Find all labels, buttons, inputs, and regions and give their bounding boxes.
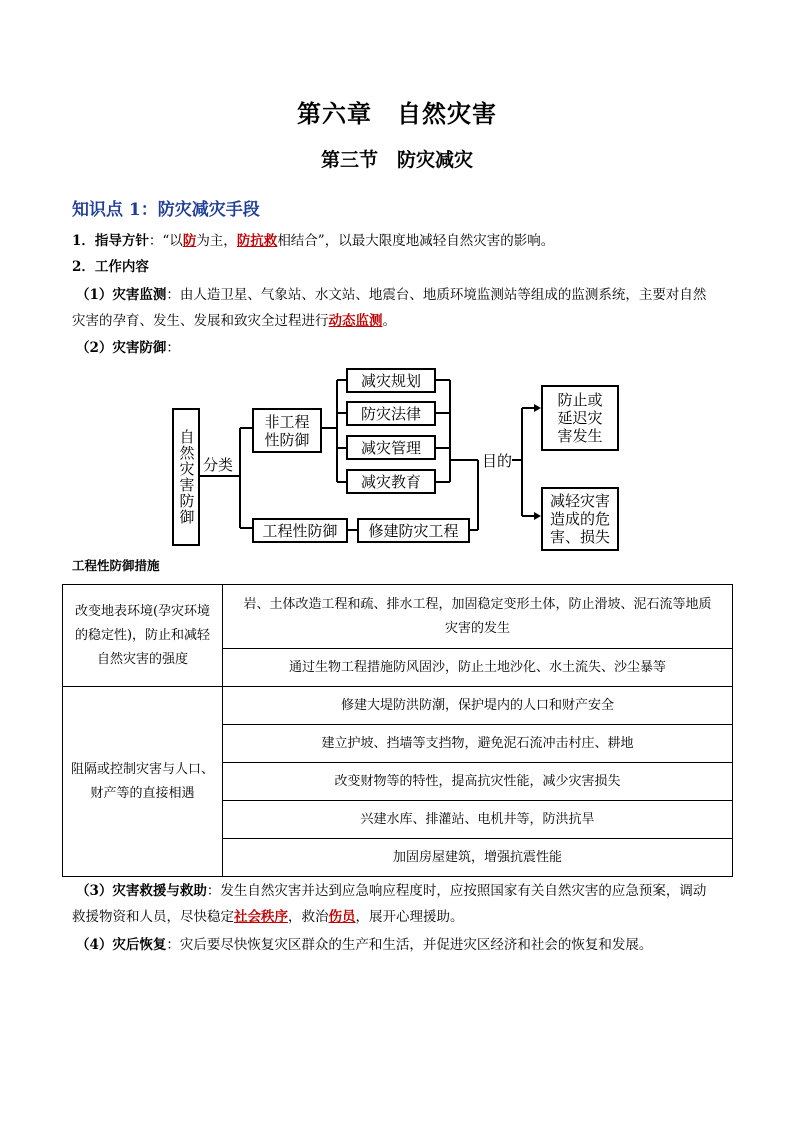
sub-rescue-text: ：发生自然灾害并达到应急响应程度时，应按照国家有关自然灾害的应急预案，调动 [206, 883, 707, 899]
sub-rescue-line1 [76, 878, 706, 904]
item-work-content [72, 254, 149, 280]
guideline-text-1: ：“以 [148, 233, 183, 249]
defense-diagram [172, 368, 622, 553]
diagram-engineering-measure: 修建防灾工程 [357, 518, 470, 543]
table-group-label-1: 改变地表环境(孕灾环境的稳定性)，防止和减轻自然灾害的强度 [63, 585, 223, 687]
sub-defense-head: （2）灾害防御 [76, 340, 167, 356]
table-group-label-2: 阻隔或控制灾害与人口、财产等的直接相遇 [63, 687, 223, 877]
diagram-measure-4: 减灾教育 [346, 469, 436, 494]
item-guideline [72, 228, 554, 254]
diagram-nonengineering-node: 非工程性防御 [252, 408, 322, 453]
sub-monitoring-text: ：由人造卫星、气象站、水文站、地震台、地质环境监测站等组成的监测系统，主要对自然 [166, 287, 707, 303]
sub-rescue-text-4: ，展开心理援助。 [355, 909, 464, 925]
table-cell: 修建大堤防洪防潮，保护堤内的人口和财产安全 [223, 687, 733, 725]
table-row [63, 585, 733, 649]
guideline-emphasis-1: 防 [182, 233, 197, 249]
sub-monitoring-emphasis: 动态监测 [328, 313, 383, 329]
sub-rescue-text-3: ，救治 [288, 909, 329, 925]
sub-rescue-line2 [72, 904, 464, 930]
table-cell: 加固房屋建筑，增强抗震性能 [223, 839, 733, 877]
table-cell: 建立护坡、挡墙等支挡物，避免泥石流冲击村庄、耕地 [223, 725, 733, 763]
table-cell: 兴建水库、排灌站、电机井等，防洪抗旱 [223, 801, 733, 839]
table-title: 工程性防御措施 [72, 558, 160, 573]
table-cell: 改变财物等的特性，提高抗灾性能，减少灾害损失 [223, 763, 733, 801]
diagram-goal-2: 减轻灾害造成的危害、损失 [541, 487, 619, 551]
diagram-engineering-node: 工程性防御 [252, 518, 348, 543]
sub-monitoring-end: 。 [382, 313, 396, 329]
sub-defense [76, 335, 180, 361]
table-cell: 通过生物工程措施防风固沙，防止土地沙化、水土流失、沙尘暴等 [223, 649, 733, 687]
sub-monitoring-head: （1）灾害监测 [76, 287, 167, 303]
diagram-goal-1: 防止或延迟灾害发生 [541, 385, 619, 451]
guideline-text-2: 为主， [196, 233, 237, 249]
diagram-purpose-label: 目的 [482, 452, 513, 470]
sub-recovery [76, 932, 652, 958]
sub-defense-tail: ： [166, 340, 180, 356]
engineering-measures-table [62, 584, 733, 877]
sub-rescue-head: （3）灾害救援与救助 [76, 883, 207, 899]
diagram-classify-label: 分类 [203, 456, 234, 474]
section-title: 第三节 防灾减灾 [320, 149, 473, 171]
item-guideline-head: 1．指导方针 [72, 233, 149, 249]
sub-recovery-text: ：灾后要尽快恢复灾区群众的生产和生活，并促进灾区经济和社会的恢复和发展。 [166, 937, 653, 953]
sub-rescue-text-2: 救援物资和人员，尽快稳定 [72, 909, 234, 925]
sub-monitoring-line1 [76, 282, 706, 308]
chapter-title: 第六章 自然灾害 [297, 99, 497, 128]
table-row [63, 687, 733, 725]
knowledge-point-heading: 知识点 1：防灾减灾手段 [72, 200, 260, 220]
sub-rescue-emphasis-2: 伤员 [328, 909, 356, 925]
guideline-emphasis-2: 防抗救 [236, 233, 278, 249]
guideline-text-3: 相结合”，以最大限度地减轻自然灾害的影响。 [277, 233, 555, 249]
sub-rescue-emphasis-1: 社会秩序 [234, 909, 288, 925]
sub-monitoring-text-2: 灾害的孕育、发生、发展和致灾全过程进行 [72, 313, 329, 329]
diagram-measure-3: 减灾管理 [346, 435, 436, 460]
diagram-measure-1: 减灾规划 [346, 368, 436, 393]
item-work-content-head: 2．工作内容 [72, 259, 149, 275]
table-cell: 岩、土体改造工程和疏、排水工程，加固稳定变形土体，防止滑坡、泥石流等地质灾害的发生 [223, 585, 733, 649]
sub-recovery-head: （4）灾后恢复 [76, 937, 167, 953]
diagram-measure-2: 防灾法律 [346, 401, 436, 426]
diagram-root-node: 自然灾害防御 [172, 408, 200, 546]
sub-monitoring-line2 [72, 308, 396, 334]
